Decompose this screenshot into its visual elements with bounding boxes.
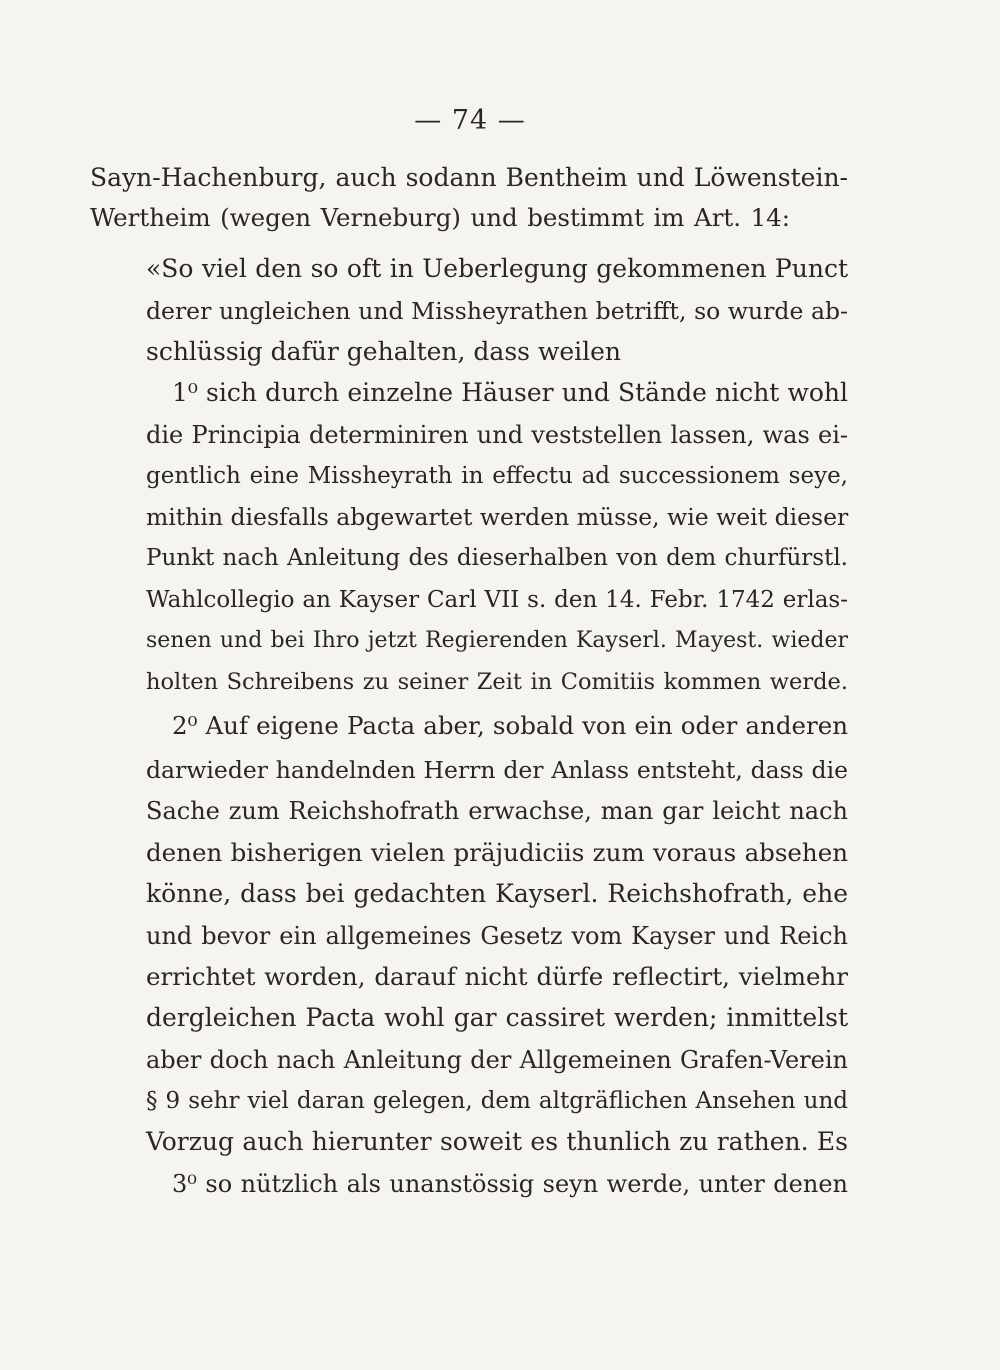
text-line: denen bisherigen vielen präjudiciis zum voraus absehen [146, 838, 848, 867]
text-line: § 9 sehr viel daran gelegen, dem altgräflichen Ansehen und [146, 1088, 848, 1114]
text-line: Sache zum Reichshofrath erwachse, man gar leicht nach [146, 797, 848, 825]
page-number: — 74 — [414, 105, 526, 136]
text-line: könne, dass bei gedachten Kayserl. Reichshofrath, ehe [146, 879, 848, 908]
text-line: Punkt nach Anleitung des dieserhalben von dem churfürstl. [146, 545, 848, 571]
text-line: schlüssig dafür gehalten, dass weilen [146, 337, 622, 366]
text-line: 3⁰ so nützlich als unanstössig seyn werde, unter denen [172, 1170, 848, 1198]
text-line: holten Schreibens zu seiner Zeit in Comitiis kommen werde. [146, 669, 848, 695]
text-line: 2⁰ Auf eigene Pacta aber, sobald von ein oder anderen [172, 711, 848, 740]
text-line: derer ungleichen und Missheyrathen betrifft, so wurde ab- [146, 297, 848, 325]
text-line: Sayn-Hachenburg, auch sodann Bentheim und Löwenstein- [90, 163, 848, 192]
text-line: Vorzug auch hierunter soweit es thunlich zu rathen. Es [146, 1127, 848, 1156]
text-line: mithin diesfalls abgewartet werden müsse, wie weit dieser [146, 503, 849, 531]
text-line: «So viel den so oft in Ueberlegung gekommenen Punct [146, 254, 848, 283]
text-line: Wahlcollegio an Kayser Carl VII s. den 14. Febr. 1742 erlas- [146, 587, 848, 613]
text-line: dergleichen Pacta wohl gar cassiret werden; inmittelst [146, 1003, 848, 1032]
text-line: senen und bei Ihro jetzt Regierenden Kayserl. Mayest. wieder [146, 628, 848, 653]
text-line: aber doch nach Anleitung der Allgemeinen Grafen-Verein [146, 1046, 848, 1074]
text-line: 1⁰ sich durch einzelne Häuser und Stände nicht wohl [172, 378, 848, 407]
text-line: Wertheim (wegen Verneburg) und bestimmt im Art. 14: [90, 203, 790, 232]
text-line: und bevor ein allgemeines Gesetz vom Kayser und Reich [146, 922, 848, 950]
text-line: errichtet worden, darauf nicht dürfe reflectirt, vielmehr [146, 962, 848, 991]
text-line: darwieder handelnden Herrn der Anlass entsteht, dass die [146, 756, 848, 784]
text-line: gentlich eine Missheyrath in effectu ad successionem seye, [146, 463, 848, 489]
text-line: die Principia determiniren und veststellen lassen, was ei- [146, 421, 848, 449]
